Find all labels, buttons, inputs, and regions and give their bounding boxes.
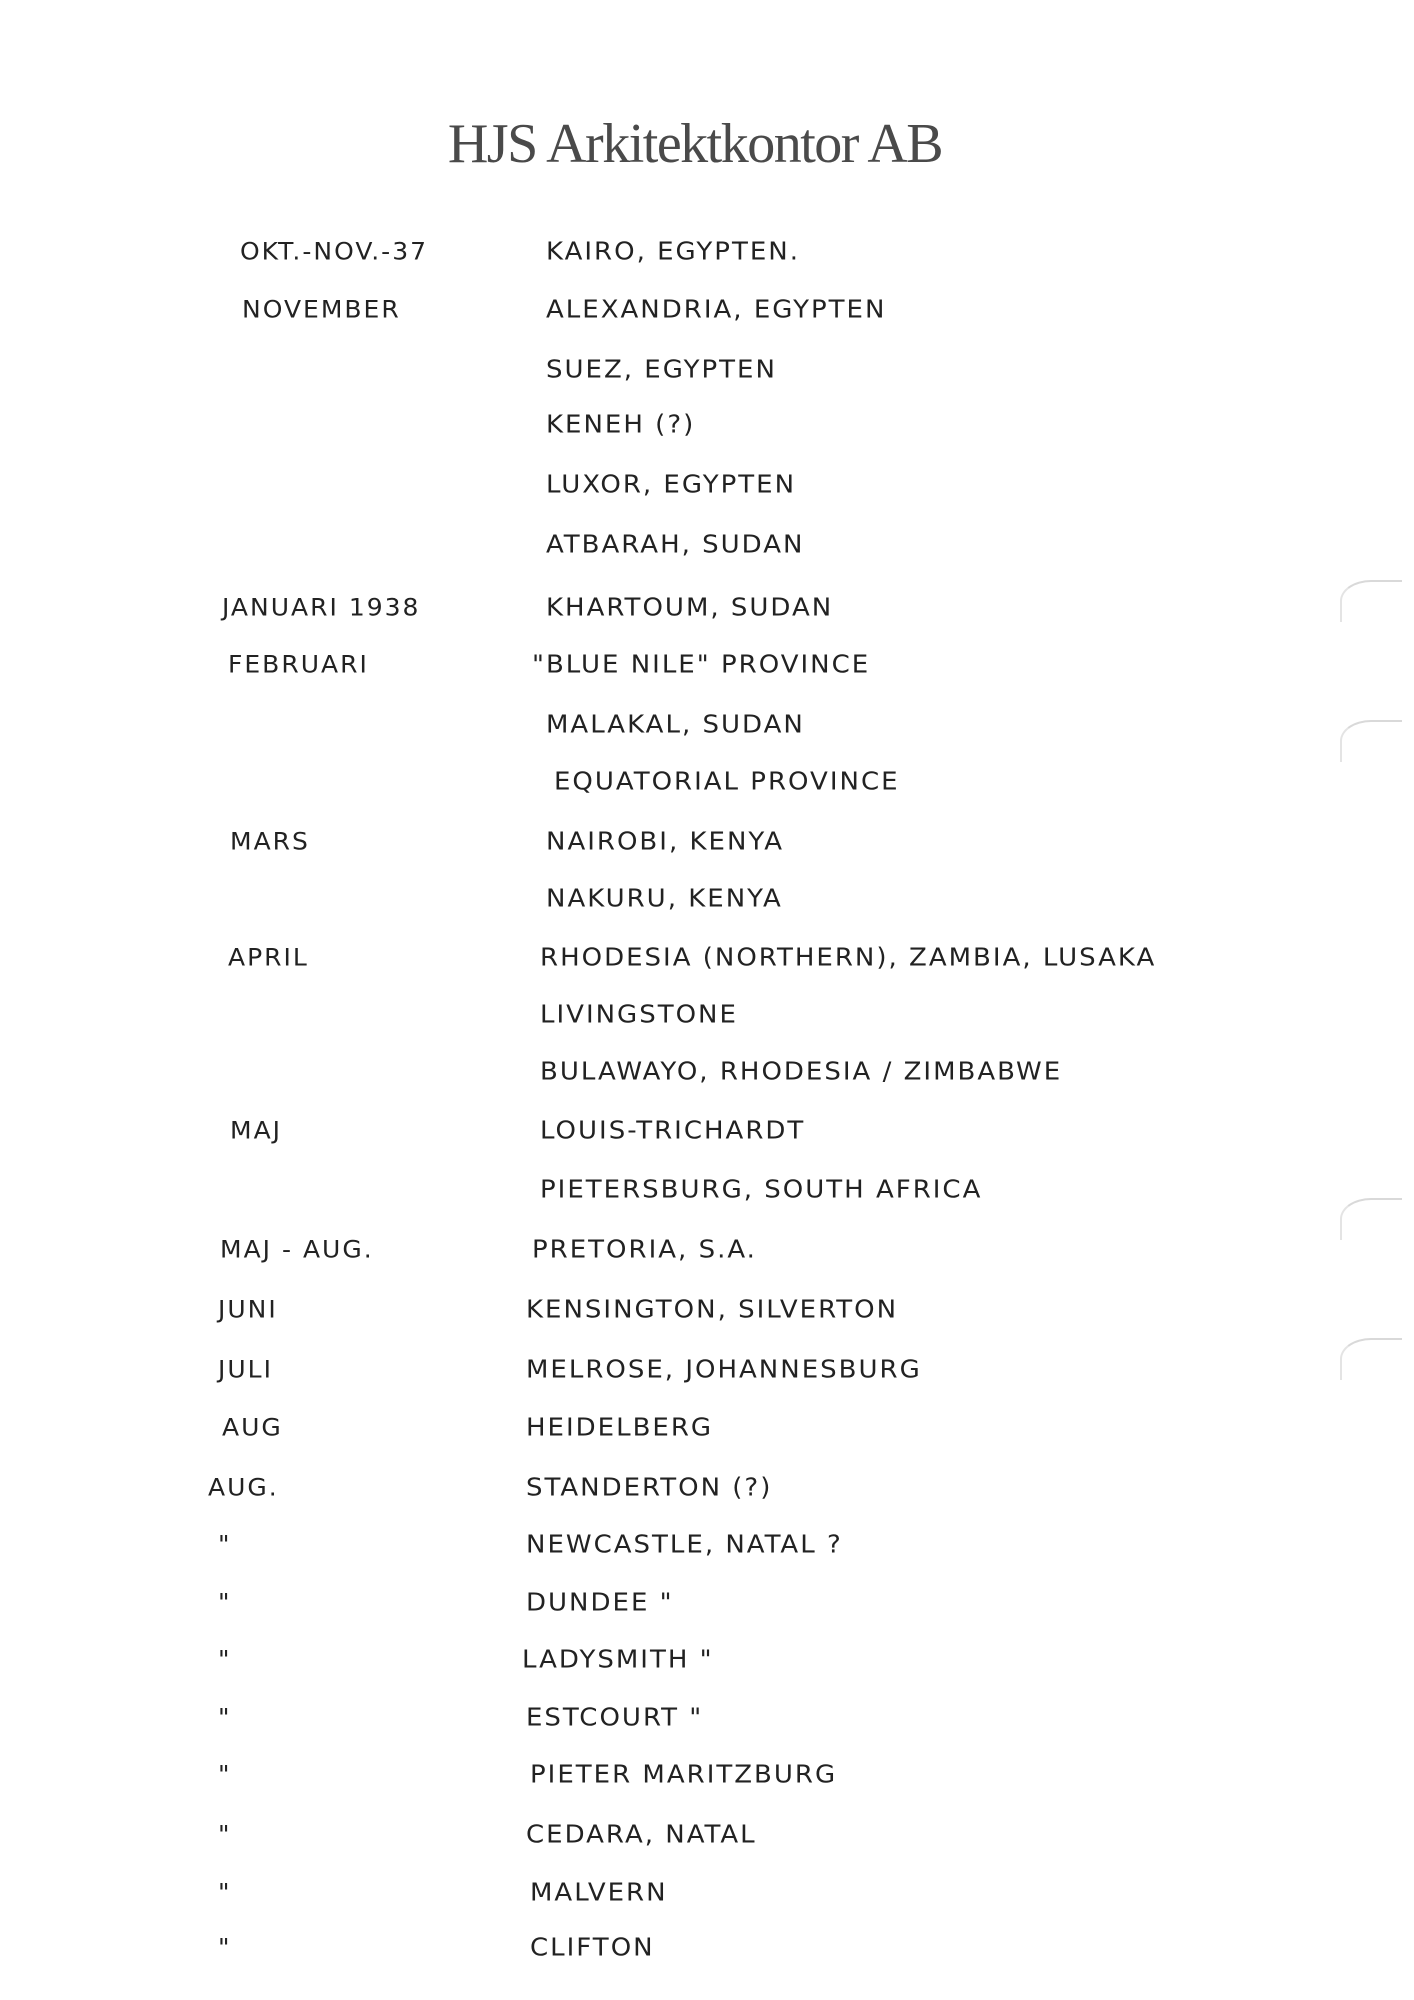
itinerary-date: JULI bbox=[218, 1355, 273, 1384]
itinerary-row bbox=[0, 822, 1414, 862]
itinerary-row bbox=[0, 995, 1414, 1035]
itinerary-row bbox=[0, 405, 1414, 445]
itinerary-place: ALEXANDRIA, EGYPTEN bbox=[546, 295, 887, 325]
itinerary-row bbox=[0, 1640, 1414, 1680]
itinerary-date: " bbox=[218, 1933, 232, 1962]
itinerary-place: NAKURU, KENYA bbox=[546, 884, 783, 914]
itinerary-place: LIVINGSTONE bbox=[540, 1000, 738, 1030]
itinerary-place: DUNDEE " bbox=[526, 1588, 674, 1618]
itinerary-place: HEIDELBERG bbox=[526, 1413, 714, 1443]
itinerary-row bbox=[0, 290, 1414, 330]
itinerary-date: FEBRUARI bbox=[228, 650, 369, 679]
itinerary-place: ATBARAH, SUDAN bbox=[546, 530, 805, 560]
itinerary-place: KENEH (?) bbox=[546, 410, 696, 440]
itinerary-row bbox=[0, 350, 1414, 390]
itinerary-row bbox=[0, 762, 1414, 802]
itinerary-row bbox=[0, 1755, 1414, 1795]
itinerary-place: NAIROBI, KENYA bbox=[546, 827, 785, 857]
letterhead-company-name: HJS Arkitektkontor AB bbox=[447, 113, 943, 175]
itinerary-row bbox=[0, 525, 1414, 565]
itinerary-date: JUNI bbox=[218, 1295, 278, 1324]
itinerary-date: " bbox=[218, 1530, 232, 1559]
itinerary-row bbox=[0, 1052, 1414, 1092]
itinerary-row bbox=[0, 879, 1414, 919]
itinerary-place: LOUIS-TRICHARDT bbox=[540, 1116, 806, 1146]
itinerary-place: STANDERTON (?) bbox=[526, 1473, 773, 1503]
itinerary-date: " bbox=[218, 1588, 232, 1617]
itinerary-date: APRIL bbox=[228, 943, 309, 972]
itinerary-row bbox=[0, 465, 1414, 505]
itinerary-place: SUEZ, EGYPTEN bbox=[546, 355, 777, 385]
itinerary-place: NEWCASTLE, NATAL ? bbox=[526, 1530, 843, 1560]
itinerary-row bbox=[0, 705, 1414, 745]
itinerary-row bbox=[0, 1525, 1414, 1565]
itinerary-row bbox=[0, 1290, 1414, 1330]
itinerary-place: PRETORIA, S.A. bbox=[532, 1235, 757, 1265]
itinerary-row bbox=[0, 1698, 1414, 1738]
itinerary-date: OKT.-NOV.-37 bbox=[240, 237, 429, 266]
itinerary-place: KAIRO, EGYPTEN. bbox=[546, 237, 800, 267]
itinerary-place: PIETER MARITZBURG bbox=[530, 1760, 838, 1790]
itinerary-place: MELROSE, JOHANNESBURG bbox=[526, 1355, 922, 1385]
itinerary-date: NOVEMBER bbox=[242, 295, 401, 324]
itinerary-place: ESTCOURT " bbox=[526, 1703, 704, 1733]
itinerary-row bbox=[0, 1170, 1414, 1210]
itinerary-place: KHARTOUM, SUDAN bbox=[546, 593, 834, 623]
itinerary-row bbox=[0, 1111, 1414, 1151]
itinerary-date: " bbox=[218, 1645, 232, 1674]
itinerary-date: " bbox=[218, 1820, 232, 1849]
itinerary-place: MALVERN bbox=[530, 1878, 668, 1908]
itinerary-date: MAJ - AUG. bbox=[220, 1235, 374, 1264]
itinerary-place: CLIFTON bbox=[530, 1933, 655, 1963]
itinerary-row bbox=[0, 232, 1414, 272]
itinerary-place: CEDARA, NATAL bbox=[526, 1820, 757, 1850]
itinerary-date: MAJ bbox=[230, 1116, 283, 1145]
itinerary-row bbox=[0, 1230, 1414, 1270]
itinerary-date: " bbox=[218, 1703, 232, 1732]
itinerary-row bbox=[0, 1583, 1414, 1623]
itinerary-row bbox=[0, 938, 1414, 978]
itinerary-place: PIETERSBURG, SOUTH AFRICA bbox=[540, 1175, 983, 1205]
itinerary-place: EQUATORIAL PROVINCE bbox=[554, 767, 900, 797]
itinerary-place: LUXOR, EGYPTEN bbox=[546, 470, 797, 500]
itinerary-row bbox=[0, 645, 1414, 685]
itinerary-row bbox=[0, 1815, 1414, 1855]
itinerary-place: KENSINGTON, SILVERTON bbox=[526, 1295, 899, 1325]
itinerary-row bbox=[0, 588, 1414, 628]
itinerary-date: " bbox=[218, 1878, 232, 1907]
itinerary-row bbox=[0, 1350, 1414, 1390]
itinerary-row bbox=[0, 1873, 1414, 1913]
itinerary-row bbox=[0, 1408, 1414, 1448]
itinerary-date: JANUARI 1938 bbox=[222, 593, 421, 622]
itinerary-date: " bbox=[218, 1760, 232, 1789]
itinerary-date: MARS bbox=[230, 827, 310, 856]
itinerary-place: BULAWAYO, RHODESIA / ZIMBABWE bbox=[540, 1057, 1063, 1087]
itinerary-place: "BLUE NILE" PROVINCE bbox=[532, 650, 871, 680]
itinerary-date: AUG. bbox=[208, 1473, 279, 1502]
itinerary-date: AUG bbox=[222, 1413, 283, 1442]
itinerary-place: LADYSMITH " bbox=[522, 1645, 714, 1675]
itinerary-place: MALAKAL, SUDAN bbox=[546, 710, 805, 740]
itinerary-place: RHODESIA (NORTHERN), ZAMBIA, LUSAKA bbox=[540, 943, 1157, 973]
itinerary-row bbox=[0, 1928, 1414, 1968]
itinerary-row bbox=[0, 1468, 1414, 1508]
